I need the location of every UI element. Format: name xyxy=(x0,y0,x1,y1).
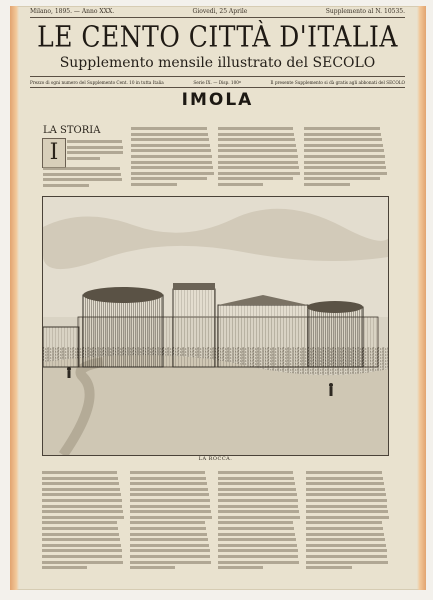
text-line xyxy=(218,549,298,552)
text-line xyxy=(218,516,300,519)
text-line xyxy=(304,172,387,175)
text-line xyxy=(130,521,205,524)
text-line xyxy=(218,555,298,558)
masthead-top-line xyxy=(30,8,405,15)
text-line xyxy=(130,544,209,547)
text-line xyxy=(130,566,175,569)
text-line xyxy=(218,471,293,474)
text-line xyxy=(304,177,380,180)
figure-left xyxy=(67,367,71,371)
text-line xyxy=(131,138,209,141)
text-line xyxy=(130,527,206,530)
rocca-engraving xyxy=(42,196,389,456)
text-line xyxy=(304,133,381,136)
text-line xyxy=(42,533,119,536)
keep-crenels xyxy=(173,283,215,290)
text-line xyxy=(67,157,100,160)
text-line xyxy=(42,482,119,485)
text-line xyxy=(42,566,87,569)
text-line xyxy=(218,561,299,564)
text-line xyxy=(42,505,122,508)
text-line xyxy=(130,549,210,552)
text-line xyxy=(42,544,121,547)
text-line xyxy=(306,488,385,491)
text-line xyxy=(42,493,121,496)
text-line xyxy=(218,477,294,480)
bottom-column-1 xyxy=(42,471,124,573)
price-left-text: Prezzo di ogni numero del Supplemento Cent. 10 in tutta Italia xyxy=(30,79,164,85)
left-tower xyxy=(83,295,163,367)
text-line xyxy=(131,183,177,186)
text-line xyxy=(67,140,122,143)
text-line xyxy=(218,161,298,164)
text-line xyxy=(42,510,123,513)
text-line xyxy=(42,538,120,541)
text-line xyxy=(306,493,386,496)
text-line xyxy=(218,149,297,152)
text-line xyxy=(42,549,122,552)
text-line xyxy=(304,138,382,141)
text-line xyxy=(130,533,207,536)
masthead-weekday: Giovedì, 25 Aprile xyxy=(192,8,248,15)
text-line xyxy=(218,499,298,502)
text-line xyxy=(306,521,382,524)
text-line xyxy=(42,555,122,558)
text-line xyxy=(306,505,387,508)
text-line xyxy=(218,527,294,530)
text-line xyxy=(306,477,383,480)
text-line xyxy=(131,144,210,147)
text-line xyxy=(130,555,210,558)
text-line xyxy=(130,493,209,496)
text-line xyxy=(131,172,214,175)
text-line xyxy=(306,516,389,519)
masthead-rule xyxy=(30,17,405,18)
text-line xyxy=(304,166,386,169)
engraving-caption: LA ROCCA. xyxy=(198,456,233,462)
bottom-text-columns xyxy=(42,465,389,577)
bottom-column-4 xyxy=(306,471,389,573)
text-line xyxy=(42,477,118,480)
text-line xyxy=(42,471,117,474)
text-line xyxy=(218,538,296,541)
text-line xyxy=(131,161,212,164)
text-line xyxy=(130,561,211,564)
right-tower xyxy=(308,307,363,367)
text-line xyxy=(218,172,300,175)
text-line xyxy=(218,133,294,136)
text-column-1 xyxy=(43,167,127,193)
text-line xyxy=(306,555,387,558)
text-line xyxy=(130,488,208,491)
text-line xyxy=(43,178,122,181)
text-line xyxy=(42,499,122,502)
text-line xyxy=(304,149,384,152)
masthead-place-date: Milano, 1895. — Anno XXX. xyxy=(30,8,115,15)
right-building xyxy=(218,305,308,367)
text-line xyxy=(43,173,121,176)
text-column-4 xyxy=(304,127,387,193)
text-line xyxy=(306,544,386,547)
text-line xyxy=(43,184,89,187)
masthead-supplement-number: Supplemento al N. 10535. xyxy=(325,8,405,15)
keep xyxy=(173,289,215,367)
text-line xyxy=(42,527,118,530)
text-line xyxy=(218,533,295,536)
text-line xyxy=(130,482,207,485)
text-line xyxy=(306,510,388,513)
series-issue-text: Serie IX. — Disp. 100ª xyxy=(193,79,241,85)
text-line xyxy=(218,183,263,186)
text-line xyxy=(306,561,388,564)
text-line xyxy=(131,133,208,136)
text-line xyxy=(130,516,212,519)
text-line xyxy=(67,146,123,149)
left-tower-top xyxy=(83,287,163,303)
right-tower-top xyxy=(307,301,363,313)
text-line xyxy=(130,510,211,513)
text-line xyxy=(306,549,387,552)
drop-cap-initial: I xyxy=(42,138,66,168)
text-line xyxy=(304,144,383,147)
text-line xyxy=(304,183,350,186)
text-line xyxy=(306,471,382,474)
text-line xyxy=(306,527,383,530)
text-line xyxy=(218,138,295,141)
publication-title: LE CENTO CITTÀ D'ITALIA xyxy=(37,20,398,54)
text-line xyxy=(218,144,296,147)
page-edge-stain-right xyxy=(417,6,426,590)
text-line xyxy=(306,538,385,541)
text-line xyxy=(306,482,384,485)
text-line xyxy=(131,177,207,180)
text-line xyxy=(130,471,205,474)
bottom-column-2 xyxy=(130,471,212,573)
text-line xyxy=(218,566,263,569)
text-column-1-top xyxy=(67,140,127,164)
text-line xyxy=(218,177,293,180)
text-line xyxy=(131,127,207,130)
text-line xyxy=(42,521,117,524)
text-line xyxy=(218,166,299,169)
text-line xyxy=(43,167,120,170)
text-line xyxy=(42,561,123,564)
text-line xyxy=(130,505,210,508)
text-line xyxy=(218,544,297,547)
text-line xyxy=(130,477,206,480)
text-line xyxy=(218,510,299,513)
price-band xyxy=(30,76,405,88)
text-line xyxy=(306,566,352,569)
text-line xyxy=(306,499,387,502)
text-line xyxy=(304,155,385,158)
text-line xyxy=(131,149,211,152)
text-column-2 xyxy=(131,127,214,193)
text-line xyxy=(130,499,210,502)
text-line xyxy=(131,166,213,169)
price-right-text: Il presente Supplemento si dà gratis agli abbonati del SECOLO xyxy=(270,79,405,85)
history-heading: LA STORIA xyxy=(43,125,101,136)
text-line xyxy=(306,533,384,536)
page-edge-stain-left xyxy=(10,6,19,590)
text-line xyxy=(218,521,293,524)
text-line xyxy=(218,155,298,158)
text-line xyxy=(304,161,385,164)
publication-subtitle: Supplemento mensile illustrato del SECOLO xyxy=(59,55,376,71)
text-line xyxy=(304,127,380,130)
text-line xyxy=(67,151,123,154)
text-line xyxy=(131,155,212,158)
far-tower xyxy=(43,327,79,367)
city-heading: IMOLA xyxy=(181,90,254,110)
text-line xyxy=(218,482,295,485)
text-line xyxy=(218,127,293,130)
text-line xyxy=(42,488,120,491)
text-line xyxy=(130,538,208,541)
bottom-column-3 xyxy=(218,471,300,573)
text-line xyxy=(42,516,124,519)
text-line xyxy=(218,488,296,491)
text-line xyxy=(218,493,297,496)
text-column-3 xyxy=(218,127,300,193)
text-line xyxy=(218,505,298,508)
figure-right xyxy=(329,383,333,387)
